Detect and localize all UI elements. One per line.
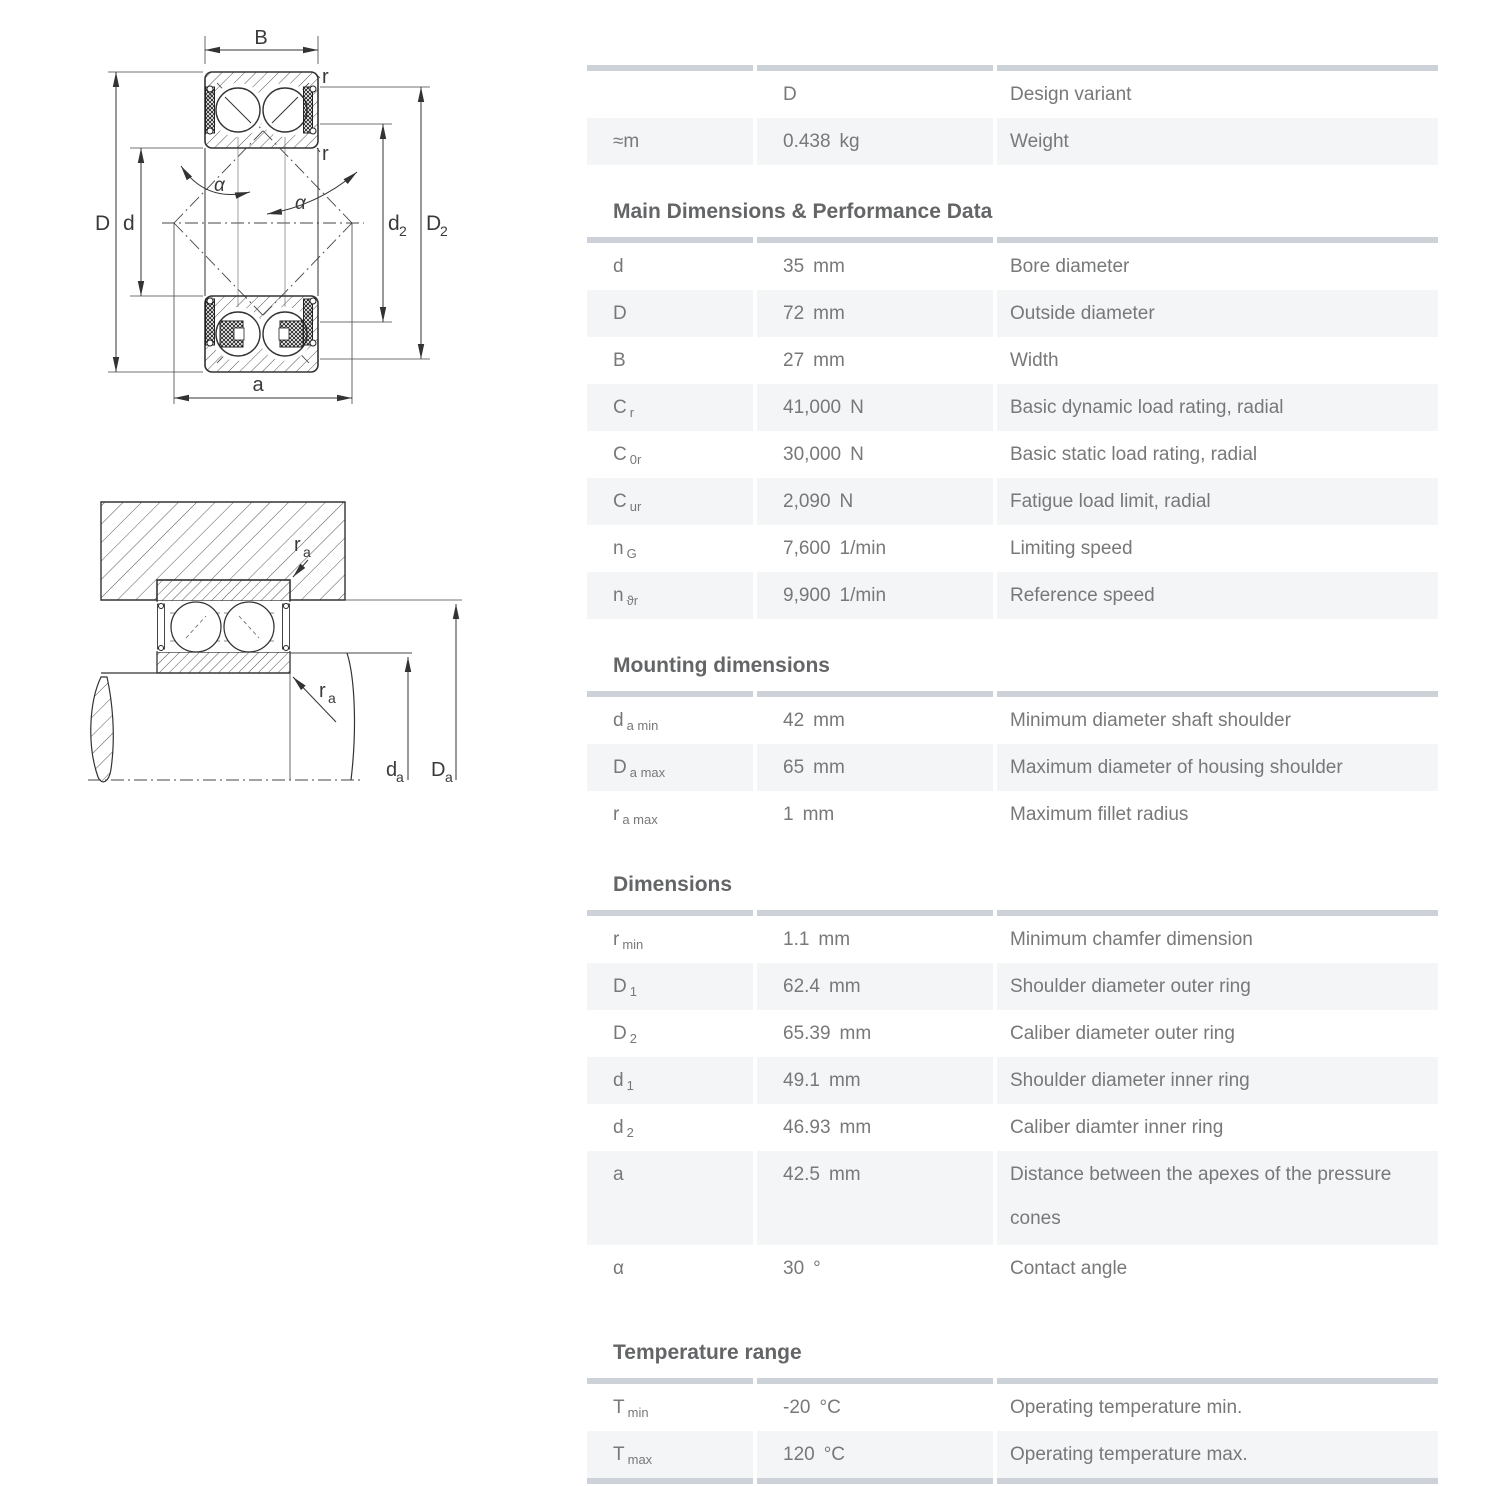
table-row (587, 1057, 1438, 1104)
mounted-bearing-section (157, 580, 290, 673)
row-symbol-sub: min (622, 937, 644, 952)
row-symbol-sub: a min (626, 718, 659, 733)
label-alpha-right: α (295, 193, 306, 214)
table-row (587, 337, 1438, 384)
table-row (587, 697, 1438, 744)
row-description: Operating temperature max. (1010, 1443, 1248, 1465)
row-value: D (783, 83, 797, 105)
table-row (587, 1431, 1438, 1478)
row-symbol: d (613, 255, 624, 277)
row-symbol: T (613, 1396, 625, 1418)
row-symbol: ≈m (613, 130, 640, 152)
row-value: 72 (783, 302, 805, 324)
row-unit: ° (813, 1257, 821, 1279)
row-unit: 1/min (839, 537, 887, 559)
row-symbol: C (613, 396, 627, 418)
row-description: Limiting speed (1010, 537, 1133, 559)
table-row (587, 1104, 1438, 1151)
row-description: Width (1010, 349, 1059, 371)
row-symbol: C (613, 490, 627, 512)
label-ra-bottom: r (319, 680, 326, 702)
table-row (587, 1010, 1438, 1057)
row-value: 46.93 (783, 1116, 831, 1138)
row-description: Shoulder diameter outer ring (1010, 975, 1251, 997)
row-description: Maximum fillet radius (1010, 803, 1189, 825)
row-description: Weight (1010, 130, 1069, 152)
row-symbol-sub: 1 (629, 984, 637, 999)
row-symbol: B (613, 349, 626, 371)
row-symbol-sub: max (627, 1452, 653, 1467)
table-row (587, 572, 1438, 619)
table-row (587, 1384, 1438, 1431)
label-r-top: r (322, 66, 329, 88)
row-unit: °C (819, 1396, 841, 1418)
row-unit: mm (802, 803, 835, 825)
table-row (587, 963, 1438, 1010)
row-description: Distance between the apexes of the pressure cones (1010, 1164, 1392, 1229)
row-symbol-sub: 2 (626, 1125, 634, 1140)
section-header-temperature-range: Temperature range (613, 1341, 802, 1364)
label-ra-top: r (294, 534, 301, 556)
dimension-D (95, 72, 203, 372)
row-description: Minimum chamfer dimension (1010, 928, 1253, 950)
label-D2: D (426, 212, 442, 235)
row-value: 0.438 (783, 130, 831, 152)
row-symbol-sub: ϑr (626, 593, 639, 608)
row-value: 120 (783, 1443, 815, 1465)
row-value: -20 (783, 1396, 811, 1418)
label-d2-sub: 2 (399, 223, 407, 239)
table-row (587, 791, 1438, 838)
row-symbol-sub: G (626, 546, 637, 561)
row-symbol-sub: a max (622, 812, 658, 827)
row-value: 65 (783, 756, 805, 778)
row-value: 1.1 (783, 928, 810, 950)
table-row (587, 744, 1438, 791)
row-value: 30,000 (783, 443, 842, 465)
row-value: 9,900 (783, 584, 831, 606)
row-value: 49.1 (783, 1069, 820, 1091)
row-description: Outside diameter (1010, 302, 1155, 324)
section-header-dimensions: Dimensions (613, 873, 733, 896)
row-value: 35 (783, 255, 805, 277)
label-ra-top-sub: a (303, 544, 311, 560)
seal-right (304, 87, 313, 133)
row-unit: N (850, 443, 864, 465)
section-header-main-dimensions: Main Dimensions & Performance Data (613, 200, 993, 223)
row-unit: kg (839, 130, 860, 152)
bearing-top-section (205, 72, 318, 148)
table-row (587, 478, 1438, 525)
row-value: 1 (783, 803, 794, 825)
row-unit: 1/min (839, 584, 887, 606)
table-row (587, 384, 1438, 431)
label-alpha-left: α (214, 175, 225, 196)
label-a: a (252, 374, 264, 396)
row-unit: mm (828, 1069, 861, 1091)
table-row (587, 431, 1438, 478)
row-description: Maximum diameter of housing shoulder (1010, 756, 1343, 778)
seal-left (206, 87, 215, 133)
table-row (587, 118, 1438, 165)
row-value: 65.39 (783, 1022, 831, 1044)
row-unit: mm (818, 928, 851, 950)
row-value: 30 (783, 1257, 805, 1279)
row-unit: mm (813, 756, 845, 778)
section-divider-bar (587, 1478, 1438, 1484)
row-unit: mm (813, 709, 845, 731)
table-row (587, 71, 1438, 118)
row-unit: mm (813, 302, 845, 324)
bearing-cross-section-drawing (60, 5, 470, 425)
row-value: 41,000 (783, 396, 842, 418)
table-row (587, 1151, 1438, 1245)
row-symbol: d (613, 709, 624, 731)
row-symbol: r (613, 928, 620, 950)
row-symbol: r (613, 803, 620, 825)
row-symbol: D (613, 1022, 627, 1044)
row-symbol: n (613, 537, 624, 559)
row-description: Basic static load rating, radial (1010, 443, 1258, 465)
contact-angle-arrows (181, 166, 357, 214)
table-row (587, 243, 1438, 290)
row-symbol: T (613, 1443, 625, 1465)
bearing-bottom-section (205, 296, 318, 372)
dimension-d (123, 148, 203, 296)
row-unit: mm (828, 1164, 861, 1185)
label-r-mid: r (322, 143, 329, 165)
row-description: Caliber diamter inner ring (1010, 1116, 1224, 1138)
row-symbol: C (613, 443, 627, 465)
row-unit: mm (839, 1022, 872, 1044)
section-header-mounting-dimensions: Mounting dimensions (613, 654, 830, 677)
dimension-Da (431, 604, 456, 785)
row-symbol: n (613, 584, 624, 606)
row-description: Contact angle (1010, 1257, 1128, 1279)
table-row (587, 916, 1438, 963)
label-Da-sub: a (445, 769, 453, 785)
dimension-ra-bottom (293, 677, 336, 722)
row-value: 27 (783, 349, 805, 371)
row-description: Bore diameter (1010, 255, 1130, 277)
label-Da: D (431, 759, 446, 781)
label-da: d (386, 759, 398, 781)
row-description: Basic dynamic load rating, radial (1010, 396, 1284, 418)
row-symbol: D (613, 975, 627, 997)
row-symbol: d (613, 1069, 624, 1091)
spec-table (587, 65, 1438, 1484)
label-B: B (254, 27, 268, 49)
row-symbol-sub: 2 (629, 1031, 637, 1046)
row-value: 2,090 (783, 490, 831, 512)
label-da-sub: a (396, 769, 404, 785)
row-symbol-sub: ur (629, 499, 642, 514)
row-symbol: d (613, 1116, 624, 1138)
label-ra-bottom-sub: a (328, 690, 336, 706)
row-symbol: D (613, 756, 627, 778)
table-row (587, 525, 1438, 572)
row-unit: N (850, 396, 864, 418)
dimension-da (386, 657, 408, 785)
table-row (587, 1245, 1438, 1292)
row-description: Operating temperature min. (1010, 1396, 1243, 1418)
row-unit: N (839, 490, 854, 512)
row-symbol-sub: min (627, 1405, 649, 1420)
mounting-drawing (75, 487, 475, 797)
row-value: 42.5 (783, 1164, 820, 1185)
row-description: Shoulder diameter inner ring (1010, 1069, 1250, 1091)
row-unit: °C (823, 1443, 846, 1465)
dimension-D2 (320, 87, 448, 359)
row-symbol: α (613, 1257, 624, 1279)
label-D: D (95, 212, 111, 235)
row-symbol: a (613, 1164, 624, 1185)
row-value: 62.4 (783, 975, 820, 997)
row-description: Reference speed (1010, 584, 1155, 606)
row-symbol-sub: a max (629, 765, 666, 780)
row-unit: mm (813, 349, 845, 371)
label-d2: d (388, 212, 400, 235)
row-symbol-sub: 1 (626, 1078, 634, 1093)
label-D2-sub: 2 (440, 223, 448, 239)
row-description: Minimum diameter shaft shoulder (1010, 709, 1291, 731)
row-unit: mm (828, 975, 861, 997)
row-unit: mm (839, 1116, 872, 1138)
row-description: Design variant (1010, 83, 1132, 105)
dimension-B (205, 27, 318, 64)
table-row (587, 290, 1438, 337)
row-description: Caliber diameter outer ring (1010, 1022, 1235, 1044)
row-symbol-sub: 0r (629, 452, 642, 467)
row-symbol: D (613, 302, 627, 324)
row-unit: mm (813, 255, 845, 277)
row-symbol-sub: r (629, 405, 635, 420)
label-d: d (123, 212, 135, 235)
row-description: Fatigue load limit, radial (1010, 490, 1211, 512)
row-value: 7,600 (783, 537, 831, 559)
row-value: 42 (783, 709, 805, 731)
